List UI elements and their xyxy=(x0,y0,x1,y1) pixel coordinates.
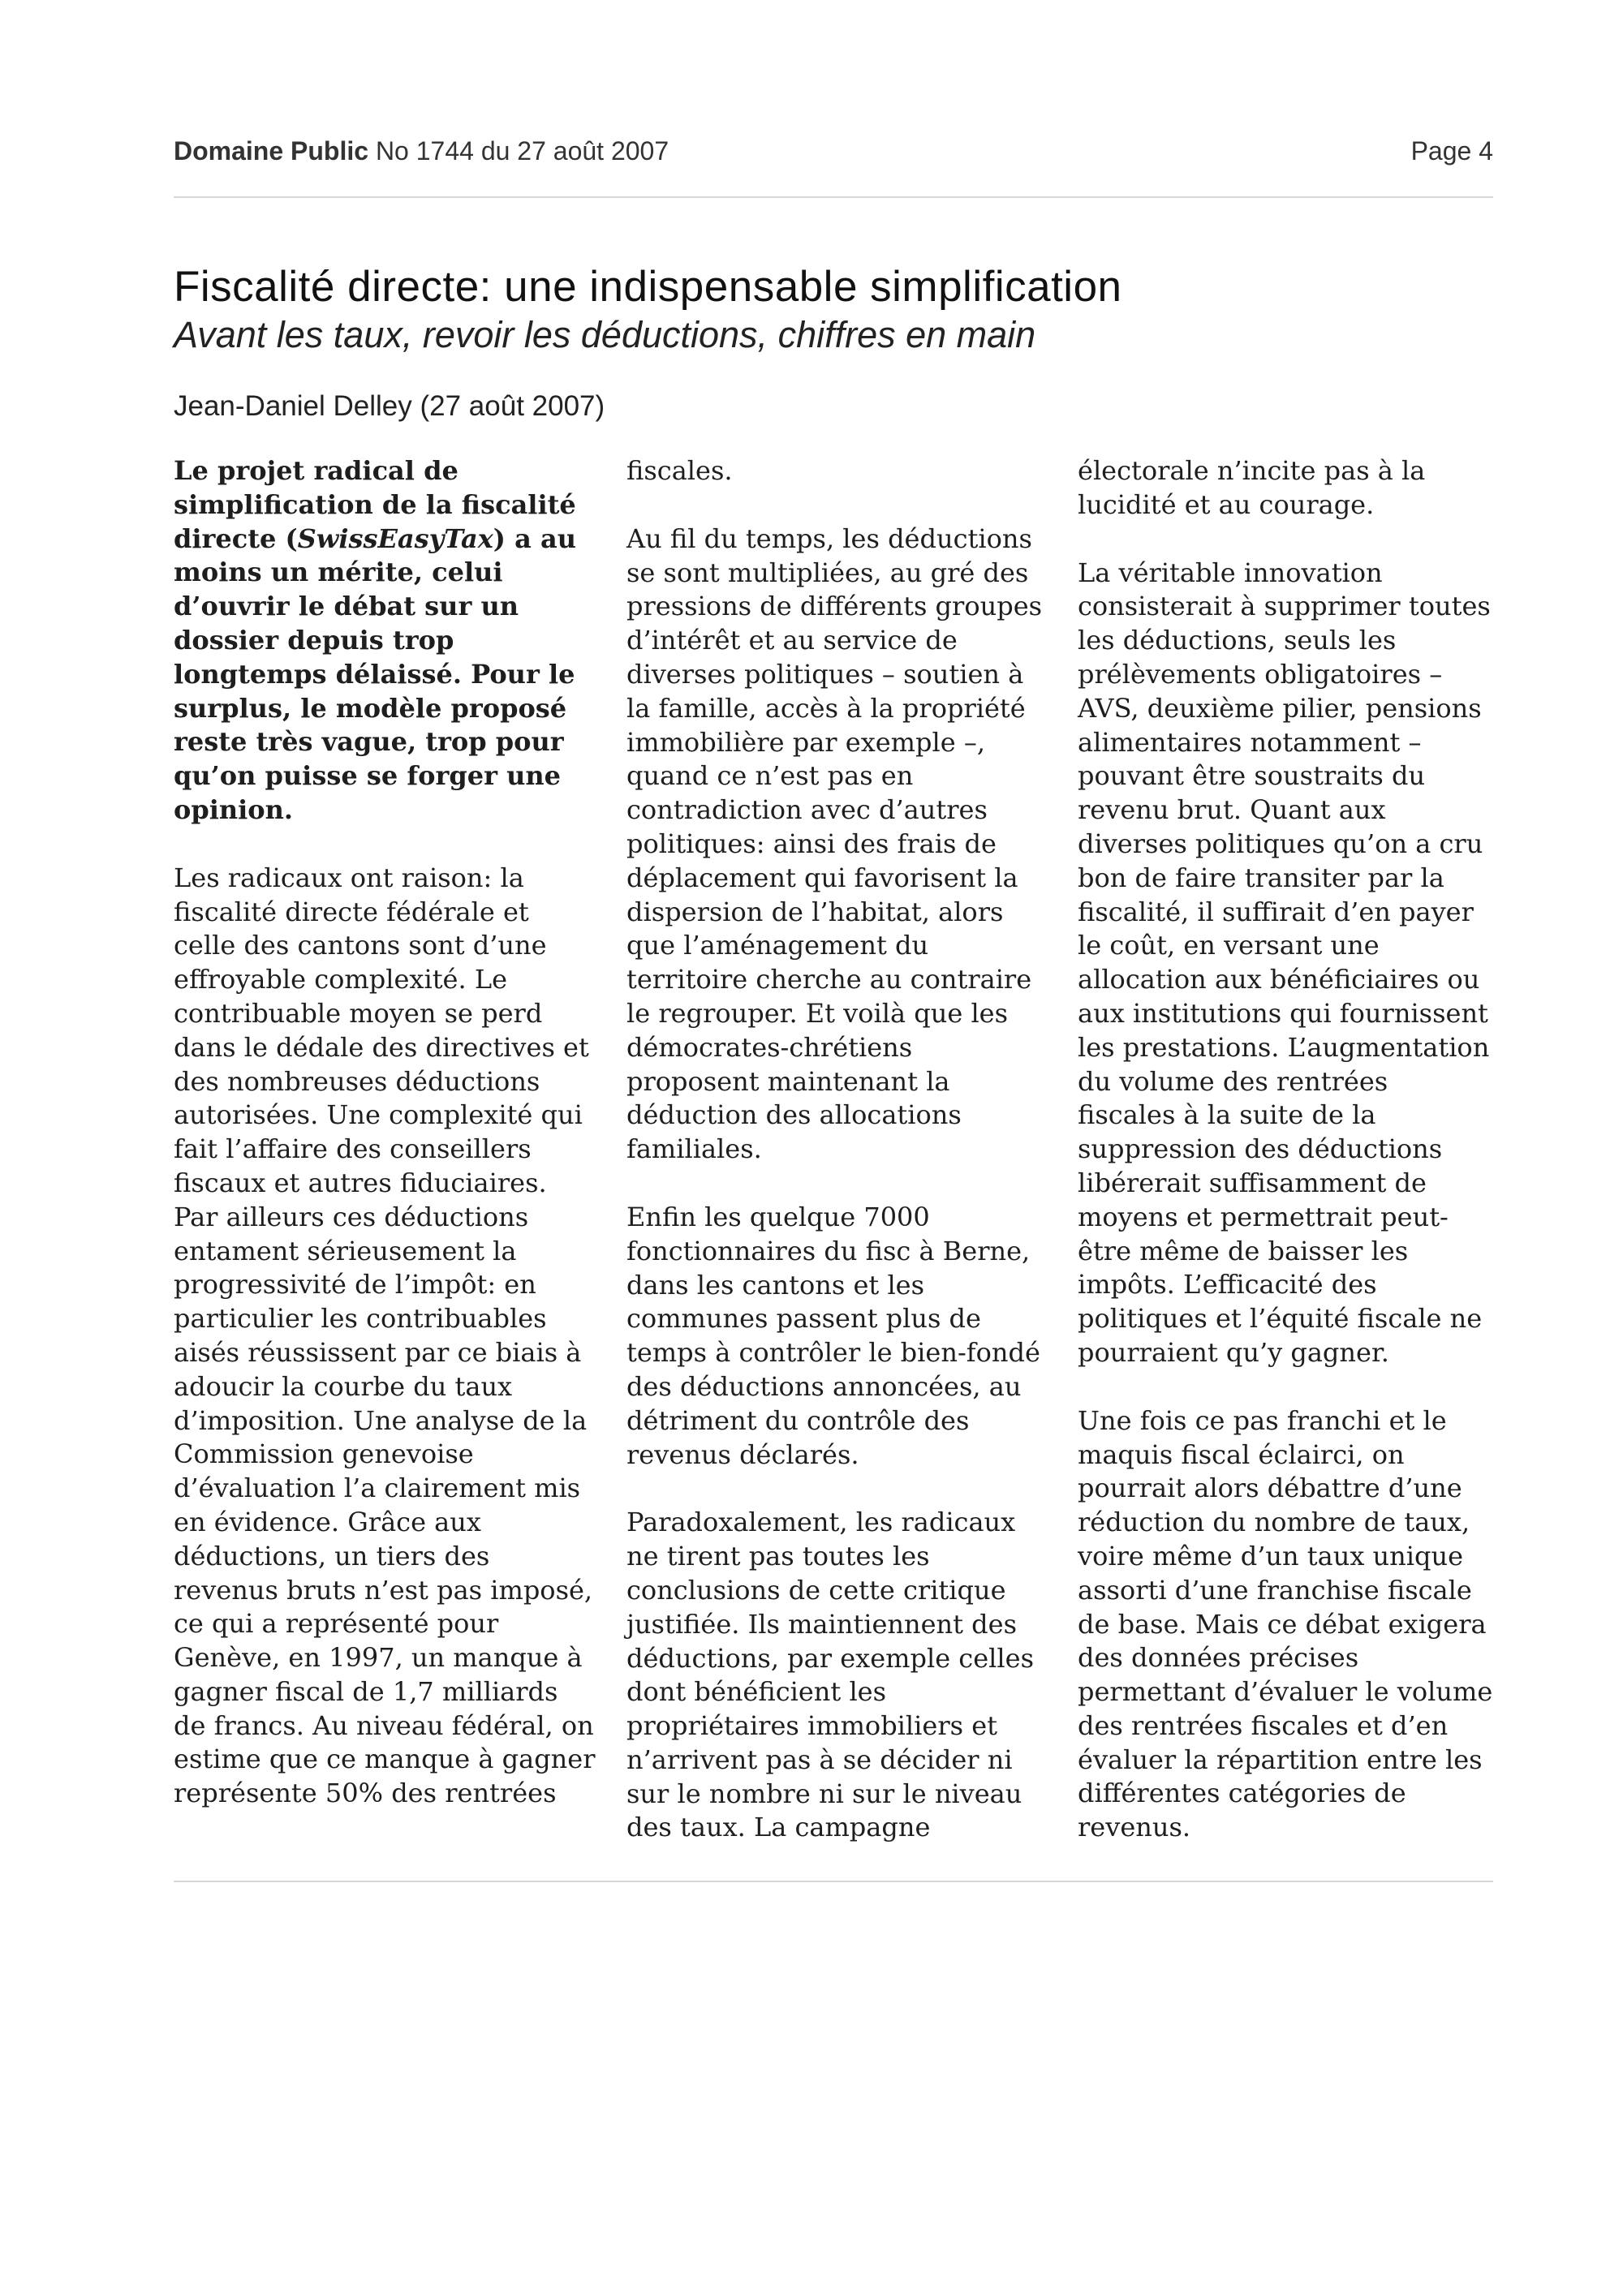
publication-name: Domaine Public xyxy=(174,136,369,166)
paragraph-6: Une fois ce pas franchi et le maquis fiscal éclairci, on pourrait alors débattre d’une réduction du nombre de taux, voire même d’un taux unique assorti d’une franchise fiscale de base. Mais ce débat exigera des données précises permettant d’évaluer le volume des rentrées fiscales et d’en évaluer la répartition entre les différentes catégories de revenus. xyxy=(1078,1404,1493,1843)
paragraph-5: La véritable innovation consisterait à supprimer toutes les déductions, seuls les prélèvements obligatoires – AVS, deuxième pilier, pensions alimentaires notamment – pouvant être soustraits du revenu brut. Quant aux diverses politiques qu’on a cru bon de faire transiter par la fiscalité, il suffirait d’en payer le coût, en versant une allocation aux bénéficiaires ou aux institutions qui fournissent les prestations. L’augmentation du volume des rentrées fiscales à la suite de la suppression des déductions libérerait suffisamment de moyens et permettrait peut-être même de baisser les impôts. L’efficacité des politiques et l’équité fiscale ne pourraient qu’y gagner. xyxy=(1078,557,1491,1368)
article-body xyxy=(174,454,1493,1866)
paragraph-4-continued: électorale n’incite pas à la lucidité et au courage. xyxy=(1078,455,1426,520)
lead-text-emphasis: SwissEasyTax xyxy=(297,522,493,554)
article-byline: Jean-Daniel Delley (27 août 2007) xyxy=(174,390,605,422)
lead-paragraph xyxy=(174,454,596,828)
issue-info: No 1744 du 27 août 2007 xyxy=(375,136,669,166)
paragraph-1: Les radicaux ont raison: la fiscalité directe fédérale et celle des cantons sont d’une effroyable complexité. Le contribuable moyen se perd dans le dédale des directives et des nombreuses déductions autorisées. Une complexité qui fait l’affaire des conseillers fiscaux et autres fiduciaires. Par ailleurs ces déductions entament sérieusement la progressivité de l’impôt: en particulier les contribuables aisés réussissent par ce biais à adoucir la courbe du taux d’imposition. Une analyse de la Commission genevoise d’évaluation l’a clairement mis en évidence. Grâce aux déductions, un tiers des revenus bruts n’est pas imposé, ce qui a représenté pour Genève, en 1997, un manque à gagner fiscal de 1,7 milliards de francs. Au niveau fédéral, on estime que ce manque à gagner représente 50% des rentrées xyxy=(174,862,596,1809)
text-column-2 xyxy=(626,454,1048,1879)
paragraph-3: Enfin les quelque 7000 fonctionnaires du fisc à Berne, dans les cantons et les communes passent plus de temps à contrôler le bien-fondé des déductions annoncées, au détriment du contrôle des revenus déclarés. xyxy=(626,1201,1040,1470)
article-subtitle: Avant les taux, revoir les déductions, chiffres en main xyxy=(174,314,1036,355)
article-title: Fiscalité directe: une indispensable simplification xyxy=(174,263,1122,311)
lead-text-start: Le projet radical de simplification de la fiscalité directe ( xyxy=(174,455,576,554)
paragraph-2: Au fil du temps, les déductions se sont multipliées, au gré des pressions de différents groupes d’intérêt et au service de diverses politiques – soutien à la famille, accès à la propriété immobilière par exemple –, quand ce n’est pas en contradiction avec d’autres politiques: ainsi des frais de déplacement qui favorisent la dispersion de l’habitat, alors que l’aménagement du territoire cherche au contraire le regrouper. Et voilà que les démocrates-chrétiens proposent maintenant la déduction des allocations familiales. xyxy=(626,522,1043,1165)
footer-divider xyxy=(174,1881,1493,1882)
running-header xyxy=(174,133,1493,169)
text-column-1 xyxy=(174,454,596,1845)
page-number: Page 4 xyxy=(1410,136,1493,166)
lead-text-end: ) a au moins un mérite, celui d’ouvrir le débat sur un dossier depuis trop longtemps délaissé. Pour le surplus, le modèle proposé reste très vague, trop pour qu’on puisse se forger une opinion. xyxy=(174,522,576,825)
text-column-3 xyxy=(1078,454,1493,1879)
paragraph-1-continued: fiscales. xyxy=(626,455,733,486)
paragraph-4: Paradoxalement, les radicaux ne tirent pas toutes les conclusions de cette critique justifiée. Ils maintiennent des déductions, par exemple celles dont bénéficient les propriétaires immobiliers et n’arrivent pas à se décider ni sur le nombre ni sur le niveau des taux. La campagne xyxy=(626,1507,1034,1843)
header-divider xyxy=(174,196,1493,198)
